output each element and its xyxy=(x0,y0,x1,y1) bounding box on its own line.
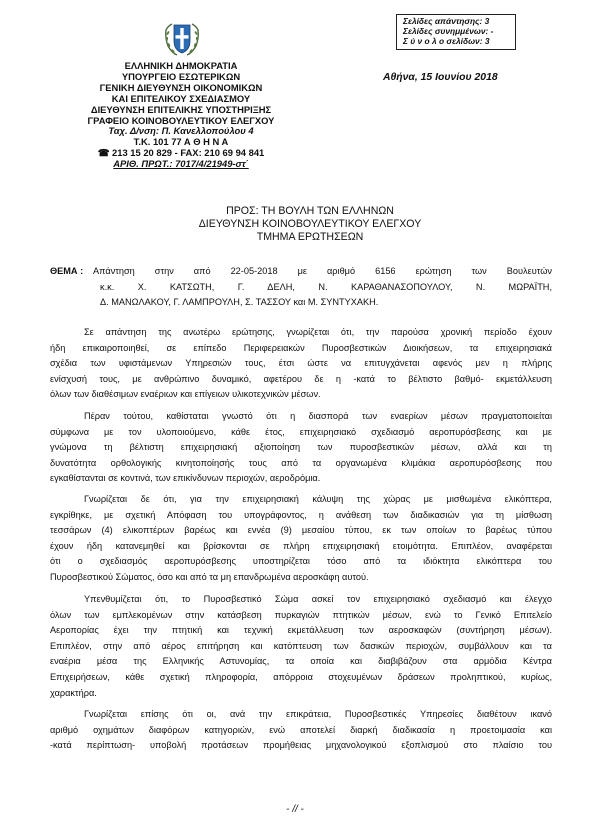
paragraph-line: Αεροπορίας έχει την πτητική και τεχνική εκμετάλλευση των αεροσκαφών (συντήρηση μέσων). xyxy=(50,625,552,636)
protocol-number: ΑΡΙΘ. ΠΡΩΤ.: 7017/4/21949-στ΄ xyxy=(113,158,249,170)
page-footer: - // - xyxy=(286,804,304,815)
recipient-line: ΔΙΕΥΘΥΝΣΗ ΚΟΙΝΟΒΟΥΛΕΥΤΙΚΟΥ ΕΛΕΓΧΟΥ xyxy=(198,218,422,230)
attached-pages: Σελίδες συνημμένων: - xyxy=(403,26,494,37)
letterhead xyxy=(70,61,292,170)
letterhead-line: ΥΠΟΥΡΓΕΙΟ ΕΣΩΤΕΡΙΚΩΝ xyxy=(121,70,241,82)
paragraph-line: τεσσάρων (4) ελικοπτέρων βαρέως και εννέα (9) μεσαίου τύπου, εκ των οποίων το βαρέως τύπου xyxy=(50,525,552,536)
paragraph-line: Πυροσβεστικού Σώματος, όσο και από τα μη επανδρωμένα αεροσκάφη αυτού. xyxy=(50,571,369,582)
paragraph-line: ότι ο σχεδιασμός αεροπυρόσβεσης υποστηρίζεται τόσο από τα ιδιόκτητα ελικόπτερα του xyxy=(50,556,552,567)
paragraph-line: αριθμό οχημάτων διαφόρων κατηγοριών, ενώ αποτελεί διαρκή διαδικασία η προετοιμασία και xyxy=(50,724,552,735)
subject-line: Δ. ΜΑΝΩΛΑΚΟΥ, Γ. ΛΑΜΠΡΟΥΛΗ, Σ. ΤΑΣΣΟΥ και Μ. ΣΥΝΤΥΧΑΚΗ. xyxy=(100,297,379,308)
document-date: Αθήνα, 15 Ιουνίου 2018 xyxy=(383,72,498,83)
paragraph-line: Πέραν τούτου, καθίσταται γνωστό ότι η διασπορά των εναερίων μέσων πραγματοποιείται xyxy=(84,411,552,421)
paragraph-line: σχέδια των υφιστάμενων Υπηρεσιών τους, έτσι ώστε να επιτυγχάνεται αφενός μεν η πλήρης xyxy=(50,358,552,369)
letterhead-line: ΓΡΑΦΕΙΟ ΚΟΙΝΟΒΟΥΛΕΥΤΙΚΟΥ ΕΛΕΓΧΟΥ xyxy=(87,114,275,126)
recipient-line: ΠΡΟΣ: ΤΗ ΒΟΥΛΗ ΤΩΝ ΕΛΛΗΝΩΝ xyxy=(226,205,394,217)
paragraph-line: Γνωρίζεται δε ότι, για την επιχειρησιακή κάλυψη της χώρας με μισθωμένα ελικόπτερα, xyxy=(84,494,552,504)
paragraph-line: Επιχειρήσεων, κάθε σχετική πληροφορία, απόρροια στοχευμένων δράσεων προληπτικού, κυρίως, xyxy=(50,671,552,682)
recipient-block xyxy=(120,205,500,244)
subject-label: ΘΕΜΑ : xyxy=(50,266,84,276)
greek-coat-of-arms-icon xyxy=(164,20,200,58)
paragraph-line: ήδη επικαιροποιηθεί, σε επίπεδο Περιφερειακών Πυροσβεστικών Διοικήσεων, τα επιχειρησιακά xyxy=(50,342,552,353)
phone-fax-numbers: 213 15 20 829 - FAX: 210 69 94 841 xyxy=(112,147,265,159)
paragraph-line: δυνατότητα ορθολογικής κινητοποίησής τους από τα οργανωμένα κλιμάκια αεροπυρόσβεσης που xyxy=(50,457,552,468)
paragraph-line: εναέρια μέσα της Ελληνικής Αστυνομίας, τα οποία και διαβιβάζουν στα αρμόδια Κέντρα xyxy=(50,656,552,667)
paragraph-line: έχουν ήδη κατανεμηθεί και βρίσκονται σε πλήρη επιχειρησιακή ετοιμότητα. Επιπλέον, αναφέρεται xyxy=(50,540,552,551)
paragraph-line: Υπενθυμίζεται ότι, το Πυροσβεστικό Σώμα ασκεί τον επιχειρησιακό σχεδιασμό και έλεγχο xyxy=(84,594,552,604)
body-paragraph xyxy=(50,492,552,586)
body-paragraph xyxy=(50,409,552,487)
body-paragraph xyxy=(50,325,552,403)
paragraph-line: Γνωρίζεται επίσης ότι οι, ανά την επικράτεια, Πυροσβεστικές Υπηρεσίες διαθέτουν ικανό xyxy=(84,709,552,719)
body-paragraph xyxy=(50,592,552,701)
recipient-line: ΤΜΗΜΑ ΕΡΩΤΗΣΕΩΝ xyxy=(256,231,364,243)
telephone-icon: ☎ xyxy=(97,147,110,159)
paragraph-line: όλων των διαθέσιμων εναέριων και επίγειων υλικοτεχνικών μέσων. xyxy=(50,389,321,400)
paragraph-line: εγκαθίστανται σε κοντινά, των επικίνδυνων περιοχών, αεροδρόμια. xyxy=(50,473,321,484)
paragraph-line: χαρακτήρα. xyxy=(50,687,97,698)
postal-address: Ταχ. Δ/νση: Π. Κανελλοπούλου 4 xyxy=(108,125,254,137)
postal-code: Τ.Κ. 101 77 Α Θ Η Ν Α xyxy=(133,136,229,148)
answer-pages: Σελίδες απάντησης: 3 xyxy=(403,16,490,26)
total-pages: Σ ύ ν ο λ ο σελίδων: 3 xyxy=(403,36,490,47)
paragraph-line: γνώμονα τη βέλτιστη επιχειρησιακή αξιοποίηση των πυροσβεστικών μέσων, αλλά και τη xyxy=(50,442,552,453)
body-paragraph xyxy=(50,707,552,754)
paragraph-line: σύμφωνα με τον υλοποιούμενο, κάθε έτος, επιχειρησιακό σχεδιασμό αεροπυρόσβεσης και με xyxy=(50,426,552,437)
letterhead-line: ΕΛΛΗΝΙΚΗ ΔΗΜΟΚΡΑΤΙΑ xyxy=(124,60,238,71)
letterhead-line: ΔΙΕΥΘΥΝΣΗ ΕΠΙΤΕΛΙΚΗΣ ΥΠΟΣΤΗΡΙΞΗΣ xyxy=(90,103,272,115)
paragraph-line: -κατά περίπτωση- υποβολή προτάσεων προμήθειας μηχανολογικού εξοπλισμού στο πλαίσιο του xyxy=(50,740,552,751)
paragraph-line: εγκρίθηκε, με σχετική Απόφαση του υπογράφοντος, η ανάθεση των διαδικασιών για τη μίσθωση xyxy=(50,509,552,520)
letterhead-line: ΚΑΙ ΕΠΙΤΕΛΙΚΟΥ ΣΧΕΔΙΑΣΜΟΥ xyxy=(111,92,251,104)
paragraph-line: Σε απάντηση της ανωτέρω ερώτησης, γνωρίζεται ότι, την παρούσα χρονική περίοδο έχουν xyxy=(84,327,552,337)
paragraph-line: Επιπλέον, στην από αέρος επιτήρηση και κατόπτευση των δασικών περιοχών, συμβάλλουν και τα xyxy=(50,640,552,651)
subject-line: Απάντηση στην από 22-05-2018 με αριθμό 6156 ερώτηση των Βουλευτών xyxy=(93,266,552,276)
paragraph-line: όλων των εμπλεκομένων στην κατάσβεση πυρκαγιών πτητικών μέσων, ενώ το Γενικό Επιτελείο xyxy=(50,609,552,620)
paragraph-line: ενίσχυσή τους, με ανθρώπινο δυναμικό, αφετέρου δε η -κατά το βέλτιστο βαθμό- εκμετάλλευση xyxy=(50,373,552,384)
letterhead-line: ΓΕΝΙΚΗ ΔΙΕΥΘΥΝΣΗ ΟΙΚΟΝΟΜΙΚΩΝ xyxy=(99,81,263,93)
page-count-box xyxy=(396,14,516,50)
subject-line: κ.κ. Χ. ΚΑΤΣΩΤΗ, Γ. ΔΕΛΗ, Ν. ΚΑΡΑΘΑΝΑΣΟΠΟΥΛΟΥ, Ν. ΜΩΡΑΪΤΗ, xyxy=(100,281,552,292)
